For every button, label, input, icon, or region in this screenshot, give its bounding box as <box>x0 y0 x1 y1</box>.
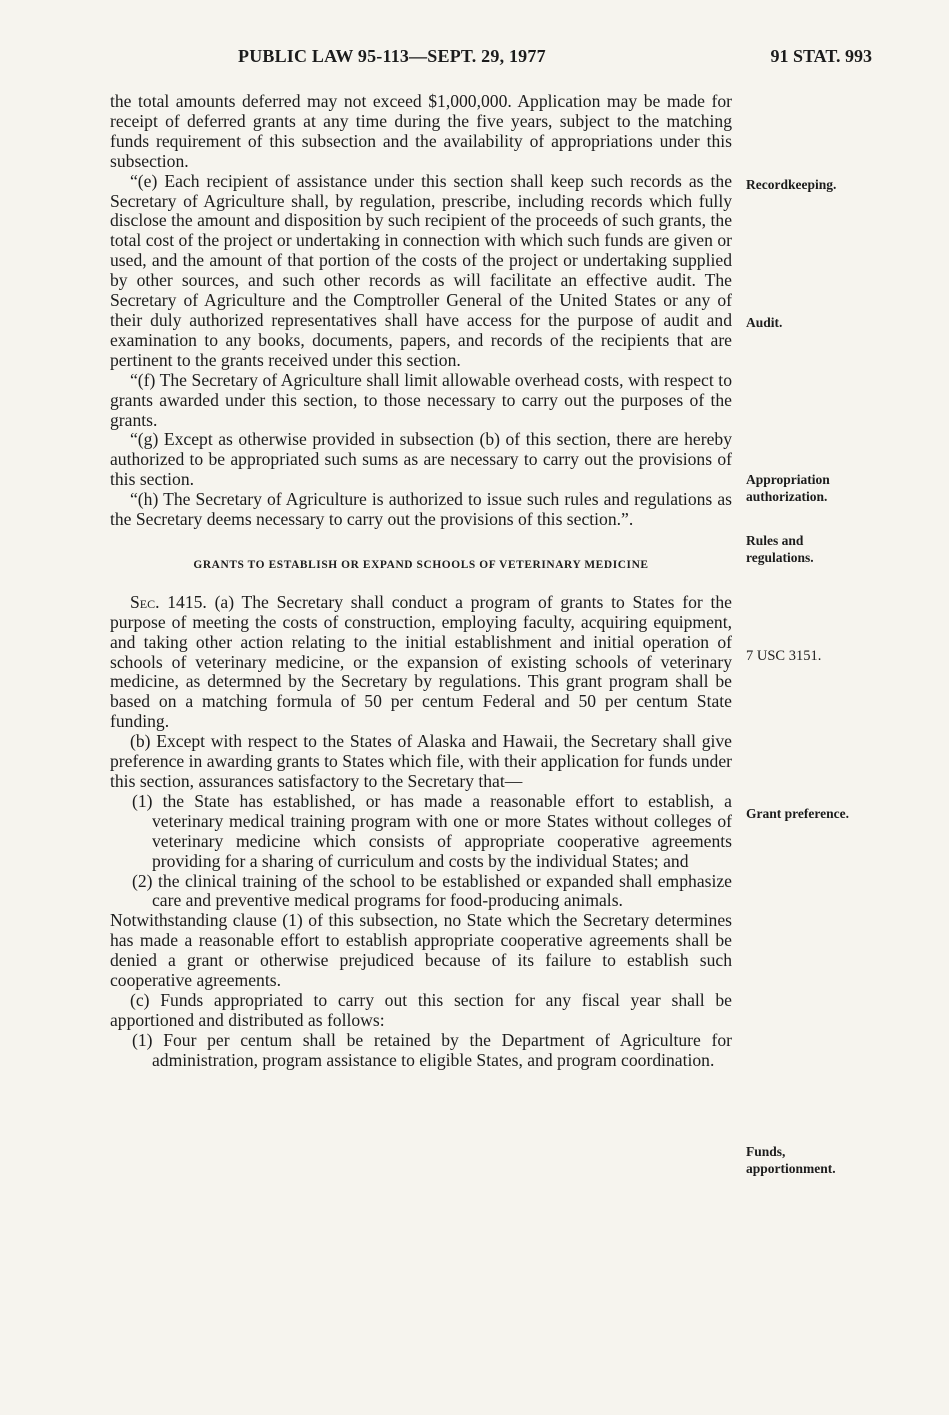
margin-note-usc: 7 USC 3151. <box>746 648 822 664</box>
margin-note-rules: Rules and regulations. <box>746 533 814 565</box>
paragraph-e: “(e) Each recipient of assistance under this section shall keep such records as the Secretary of Agriculture shall, by regulation, prescribe, including records which fully disclose the amount and disposition by such recipient of the proceeds of such grants, the total cost of the project or undertaking in connection with which such funds are given or used, and the amount of that portion of the costs of the project or undertaking supplied by other sources, and such other records as will facilitate an effective audit. The Secretary of Agriculture and the Comptroller General of the United States or any of their duly authorized representatives shall have access for the purpose of audit and examination to any books, documents, papers, and records of the recipients that are pertinent to the grants received under this section. <box>110 170 732 370</box>
main-text <box>110 92 732 1071</box>
margin-note-funds: Funds, apportionment. <box>746 1144 836 1176</box>
stat-page-number: 91 STAT. 993 <box>770 46 872 66</box>
paragraph-f: “(f) The Secretary of Agriculture shall limit allowable overhead costs, with respect to grants awarded under this section, to those necessary to carry out the purposes of the grants. <box>110 369 732 430</box>
margin-note-recordkeeping: Recordkeeping. <box>746 177 837 192</box>
paragraph-notwithstanding: Notwithstanding clause (1) of this subsection, no State which the Secretary determines has made a reasonable effort to establish appropriate cooperative agreements shall be denied a grant or otherwise prejudiced because of its failure to establish such cooperative agreements. <box>110 910 732 991</box>
section-heading: GRANTS TO ESTABLISH OR EXPAND SCHOOLS OF VETERINARY MEDICINE <box>193 558 649 571</box>
section-label: Sec. 1415. <box>130 591 207 612</box>
clause-b1: (1) the State has established, or has made a reasonable effort to establish, a veterinary medical training program with one or more States without colleges of veterinary medicine which consists of appropriate cooperative agreements providing for a sharing of curriculum and costs by the individual States; and <box>132 790 732 871</box>
section-a-text: (a) The Secretary shall conduct a program of grants to States for the purpose of meeting the costs of construction, employing faculty, acquiring equipment, and taking other action relating to the initial establishment and initial operation of schools of veterinary medicine, or the expansion of existing schools of veterinary medicine, as determned by the Secretary by regulations. This grant program shall be based on a matching formula of 50 per centum Federal and 50 per centum State funding. <box>110 591 732 732</box>
clause-b2: (2) the clinical training of the school to be established or expanded shall emphasize care and preventive medical programs for food-producing animals. <box>132 870 732 911</box>
paragraph-continuation: the total amounts deferred may not exceed $1,000,000. Application may be made for receipt of deferred grants at any time during the five years, subject to the matching funds requirement of this subsection and the availability of appropriations under this subsection. <box>110 91 732 171</box>
margin-note-grant-preference: Grant preference. <box>746 806 849 821</box>
law-citation: PUBLIC LAW 95-113—SEPT. 29, 1977 <box>238 46 546 66</box>
margin-note-appropriation: Appropriation authorization. <box>746 472 830 504</box>
paragraph-h: “(h) The Secretary of Agriculture is authorized to issue such rules and regulations as the Secretary deems necessary to carry out the provisions of this section.”. <box>110 489 732 530</box>
section-1415-a <box>110 593 732 732</box>
page-header <box>110 42 876 72</box>
clause-c1: (1) Four per centum shall be retained by the Department of Agriculture for administration, program assistance to eligible States, and program coordination. <box>132 1029 732 1070</box>
paragraph-g: “(g) Except as otherwise provided in subsection (b) of this section, there are hereby authorized to be appropriated such sums as are necessary to carry out the provisions of this section. <box>110 429 732 490</box>
margin-note-audit: Audit. <box>746 315 783 330</box>
paragraph-b: (b) Except with respect to the States of Alaska and Hawaii, the Secretary shall give preference in awarding grants to States which file, with their application for funds under this section, assurances satisfactory to the Secretary that— <box>110 731 732 791</box>
paragraph-c: (c) Funds appropriated to carry out this section for any fiscal year shall be apportioned and distributed as follows: <box>110 989 732 1030</box>
